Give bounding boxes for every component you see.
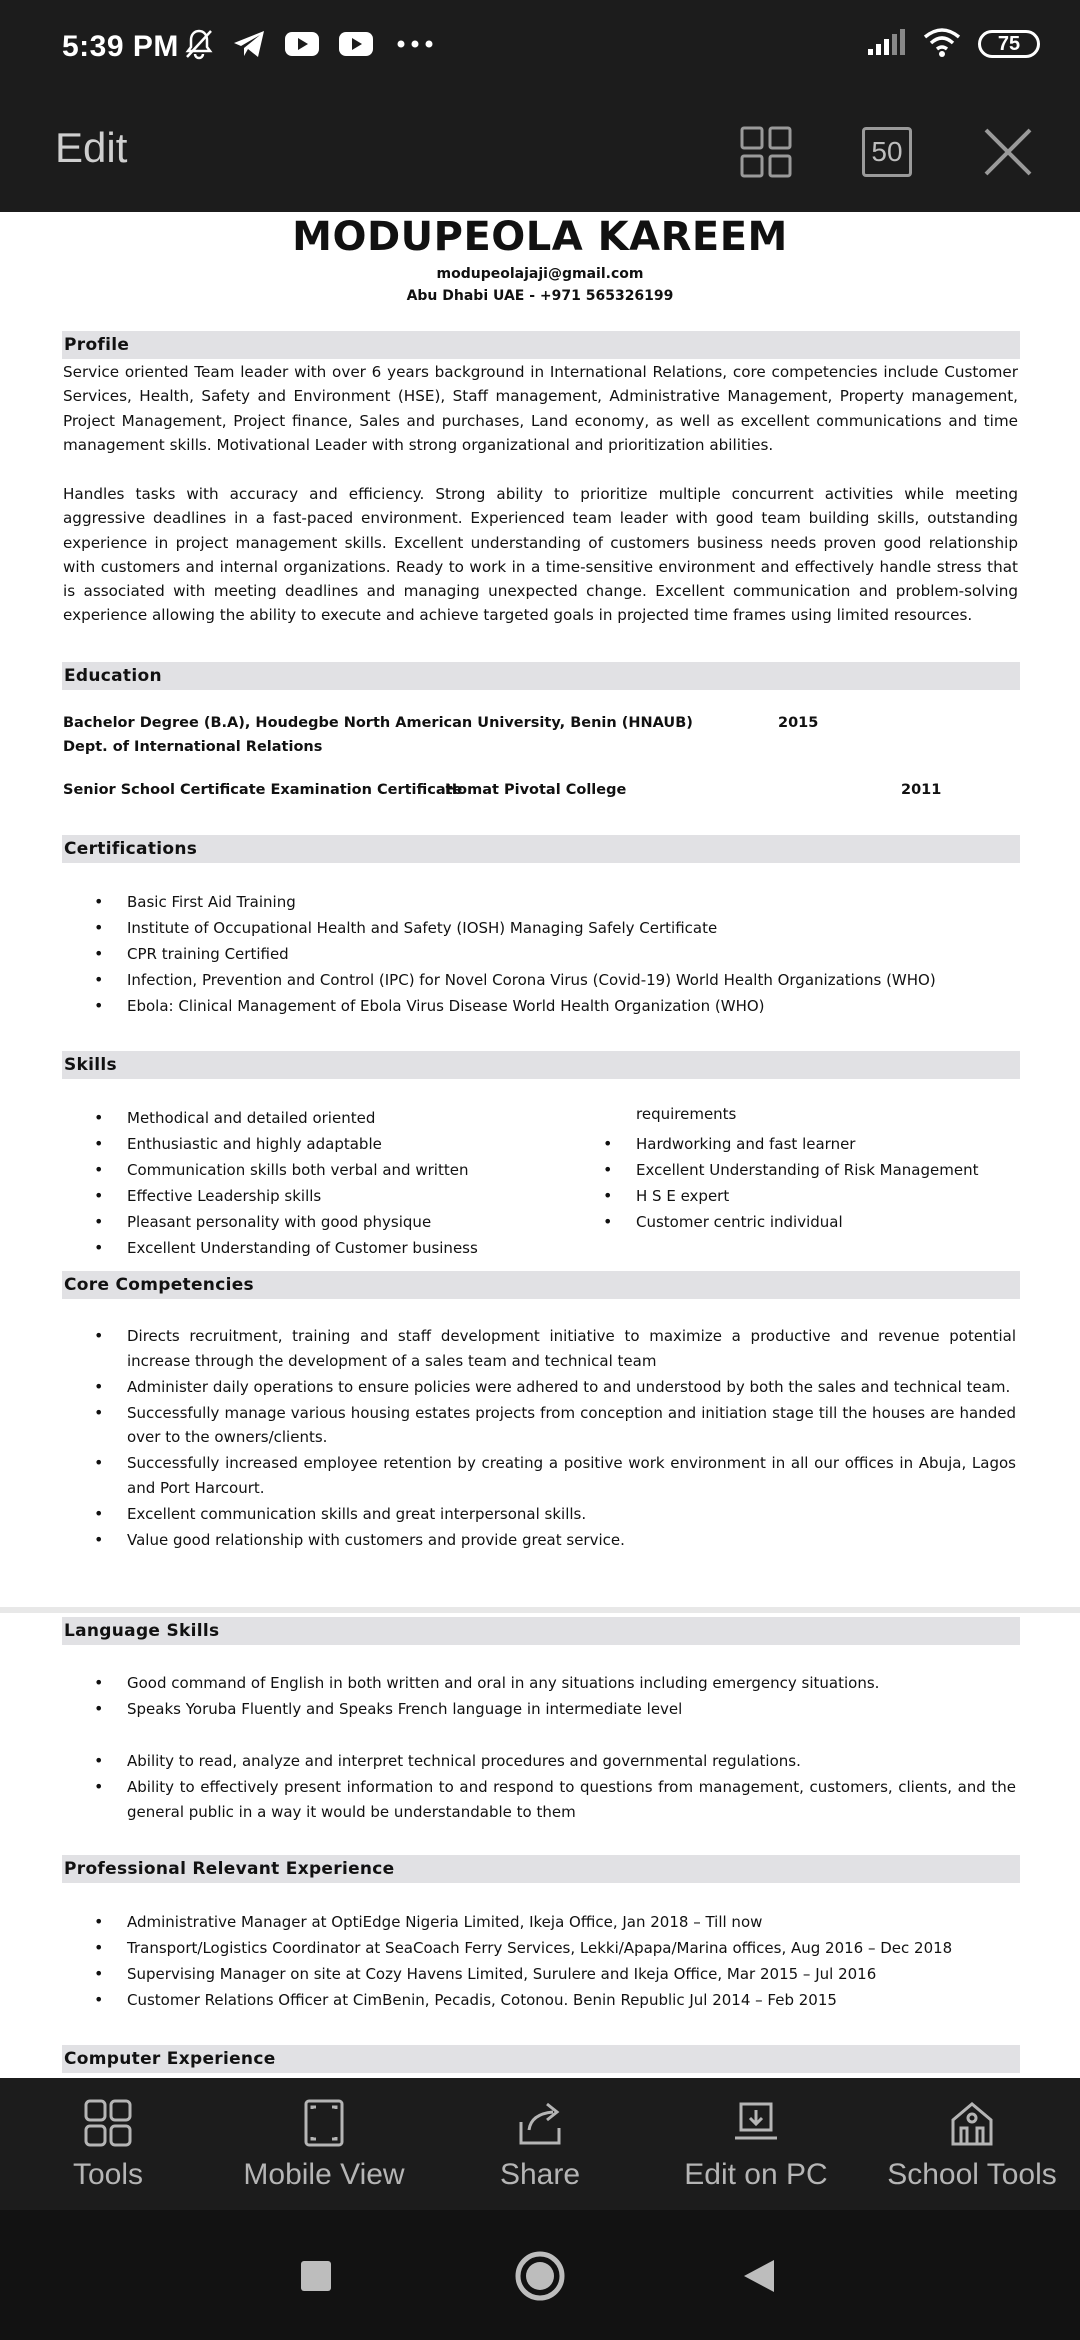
experience-list xyxy=(94,1909,952,2013)
nav-mobile-view[interactable] xyxy=(216,2078,432,2210)
section-header-profile xyxy=(62,331,1020,359)
section-title: Education xyxy=(64,666,162,686)
recents-icon[interactable] xyxy=(300,2260,332,2296)
list-item: • CPR training Certified xyxy=(94,941,936,967)
list-item: • Customer Relations Officer at CimBenin, Pecadis, Cotonou. Benin Republic Jul 2014 – Feb 2015 xyxy=(94,1987,952,2013)
section-header-education xyxy=(62,662,1020,690)
list-item: • Value good relationship with customers and provide great service. xyxy=(94,1528,1016,1553)
nav-label: Tools xyxy=(72,2158,144,2191)
list-item: • Ability to read, analyze and interpret technical procedures and governmental regulations. xyxy=(94,1749,1016,1774)
page-break xyxy=(0,1607,1080,1613)
youtube-icon xyxy=(284,30,320,62)
top-toolbar xyxy=(0,100,1080,212)
nav-tools[interactable] xyxy=(0,2078,216,2210)
skills-list-left xyxy=(94,1105,478,1261)
page-count-button[interactable] xyxy=(857,122,917,182)
system-status-icons xyxy=(866,26,1040,62)
section-header-certifications xyxy=(62,835,1020,863)
list-item: • Ebola: Clinical Management of Ebola Virus Disease World Health Organization (WHO) xyxy=(94,993,936,1019)
telegram-icon xyxy=(232,29,266,63)
list-item: • Administrative Manager at OptiEdge Nigeria Limited, Ikeja Office, Jan 2018 – Till now xyxy=(94,1909,952,1935)
section-title: Skills xyxy=(64,1055,117,1075)
resume-name: MODUPEOLA KAREEM xyxy=(292,214,788,260)
list-item: • Institute of Occupational Health and Safety (IOSH) Managing Safely Certificate xyxy=(94,915,936,941)
document-page[interactable] xyxy=(0,212,1080,2078)
back-icon[interactable] xyxy=(742,2258,776,2298)
section-title: Computer Experience xyxy=(64,2049,276,2069)
language-skills-list xyxy=(94,1671,1016,1723)
section-title: Core Competencies xyxy=(64,1275,254,1295)
nav-share[interactable] xyxy=(432,2078,648,2210)
list-item: • Excellent Understanding of Risk Management xyxy=(603,1157,978,1183)
education-department: Dept. of International Relations xyxy=(63,739,323,755)
list-item: • Administer daily operations to ensure policies were adhered to and understood by both the sales and technical team. xyxy=(94,1375,1016,1400)
section-title: Certifications xyxy=(64,839,198,859)
list-item: • H S E expert xyxy=(603,1183,978,1209)
signal-icon xyxy=(866,27,906,61)
education-school-name: Homat Pivotal College xyxy=(445,782,627,798)
home-icon[interactable] xyxy=(514,2250,566,2306)
list-item: • Communication skills both verbal and written xyxy=(94,1157,478,1183)
nav-label: School Tools xyxy=(887,2158,1057,2191)
bell-muted-icon xyxy=(184,28,214,64)
status-bar xyxy=(0,0,1080,100)
list-item: • Infection, Prevention and Control (IPC) for Novel Corona Virus (Covid-19) World Health Organizations (WHO) xyxy=(94,967,936,993)
list-item: • Speaks Yoruba Fluently and Speaks French language in intermediate level xyxy=(94,1697,1016,1722)
section-header-core-competencies xyxy=(62,1271,1020,1299)
section-title: Language Skills xyxy=(64,1621,220,1641)
nav-label: Mobile View xyxy=(243,2158,405,2191)
nav-school-tools[interactable] xyxy=(864,2078,1080,2210)
list-item: • Excellent communication skills and great interpersonal skills. xyxy=(94,1502,1016,1527)
list-item: • Successfully increased employee retention by creating a positive work environment in all our offices in Abuja, Lagos and Port Harcourt. xyxy=(94,1451,1016,1500)
list-item: • Pleasant personality with good physique xyxy=(94,1209,478,1235)
battery-indicator: 75 xyxy=(978,30,1040,58)
page-count: 50 xyxy=(862,127,912,177)
skills-list-right xyxy=(603,1131,978,1235)
profile-paragraph: Handles tasks with accuracy and efficiency. Strong ability to prioritize multiple concurrent activities while meeting aggressive deadlines in a fast-paced environment. Experienced team leader with good team building skills, outstanding experience in project management skills. Excellent understanding of customers business needs proven good relationship with customers and internal organizations. Ready to work in a time-sensitive environment and effectively handle stress that is associated with meeting deadlines and managing unexpected change. Excellent communication and problem-solving experience allowing the ability to execute and achieve targeted goals in projected time frames using limited resources. xyxy=(63,485,1018,625)
certifications-list xyxy=(94,889,936,1019)
resume-email: modupeolajaji@gmail.com xyxy=(436,266,644,282)
bottom-navigation xyxy=(0,2078,1080,2210)
list-item: • Customer centric individual xyxy=(603,1209,978,1235)
list-item: • Effective Leadership skills xyxy=(94,1183,478,1209)
status-time: 5:39 PM xyxy=(62,30,179,63)
share-icon xyxy=(515,2098,565,2148)
list-item: • Ability to effectively present information to and respond to questions from management, customers, clients, and the general public in a way it would be understandable to them xyxy=(94,1775,1016,1824)
ability-list xyxy=(94,1749,1016,1826)
notification-icons xyxy=(184,28,438,64)
list-item: • Transport/Logistics Coordinator at SeaCoach Ferry Services, Lekki/Apapa/Marina offices, Aug 2016 – Dec 2018 xyxy=(94,1935,952,1961)
education-degree-year: 2015 xyxy=(778,715,819,731)
wifi-icon xyxy=(922,26,962,62)
youtube-icon xyxy=(338,30,374,62)
list-item: • Excellent Understanding of Customer business xyxy=(94,1235,478,1261)
resume-location-phone: Abu Dhabi UAE - +971 565326199 xyxy=(406,288,674,304)
core-competencies-list xyxy=(94,1324,1016,1554)
grid-icon[interactable] xyxy=(736,122,796,182)
list-item: • Good command of English in both written and oral in any situations including emergency situations. xyxy=(94,1671,1016,1696)
list-item: • Enthusiastic and highly adaptable xyxy=(94,1131,478,1157)
close-icon[interactable] xyxy=(978,122,1038,182)
list-item: • Supervising Manager on site at Cozy Havens Limited, Surulere and Ikeja Office, Mar 2015 – Jul 2016 xyxy=(94,1961,952,1987)
school-icon xyxy=(947,2098,997,2148)
edit-button[interactable]: Edit xyxy=(55,124,128,171)
mobile-view-icon xyxy=(299,2098,349,2148)
skills-continuation: requirements xyxy=(636,1105,737,1123)
nav-label: Edit on PC xyxy=(684,2158,828,2191)
education-school-cert: Senior School Certificate Examination Certificate xyxy=(63,782,463,798)
nav-label: Share xyxy=(499,2158,581,2191)
edit-on-pc-icon xyxy=(731,2098,781,2148)
section-title: Professional Relevant Experience xyxy=(64,1859,395,1879)
section-header-computer-experience xyxy=(62,2045,1020,2073)
education-degree: Bachelor Degree (B.A), Houdegbe North American University, Benin (HNAUB) xyxy=(63,715,693,731)
section-header-language-skills xyxy=(62,1617,1020,1645)
list-item: • Basic First Aid Training xyxy=(94,889,936,915)
more-dots-icon xyxy=(392,30,438,62)
tools-icon xyxy=(83,2098,133,2148)
system-navigation-bar xyxy=(0,2210,1080,2340)
profile-paragraph: Service oriented Team leader with over 6 years background in International Relations, core competencies include Customer Services, Health, Safety and Environment (HSE), Staff management, Administrative Management, Property management, Project Management, Project finance, Sales and purchases, Land economy, as well as excellent communications and time management skills. Motivational Leader with strong organizational and prioritization abilities. xyxy=(63,363,1018,454)
list-item: • Successfully manage various housing estates projects from conception and initiation stage till the houses are handed over to the owners/clients. xyxy=(94,1401,1016,1450)
nav-edit-on-pc[interactable] xyxy=(648,2078,864,2210)
section-header-experience xyxy=(62,1855,1020,1883)
list-item: • Hardworking and fast learner xyxy=(603,1131,978,1157)
education-school-year: 2011 xyxy=(901,782,942,798)
section-title: Profile xyxy=(64,335,130,355)
list-item: • Directs recruitment, training and staff development initiative to maximize a productive and revenue potential increase through the development of a sales team and technical team xyxy=(94,1324,1016,1373)
list-item: • Methodical and detailed oriented xyxy=(94,1105,478,1131)
section-header-skills xyxy=(62,1051,1020,1079)
